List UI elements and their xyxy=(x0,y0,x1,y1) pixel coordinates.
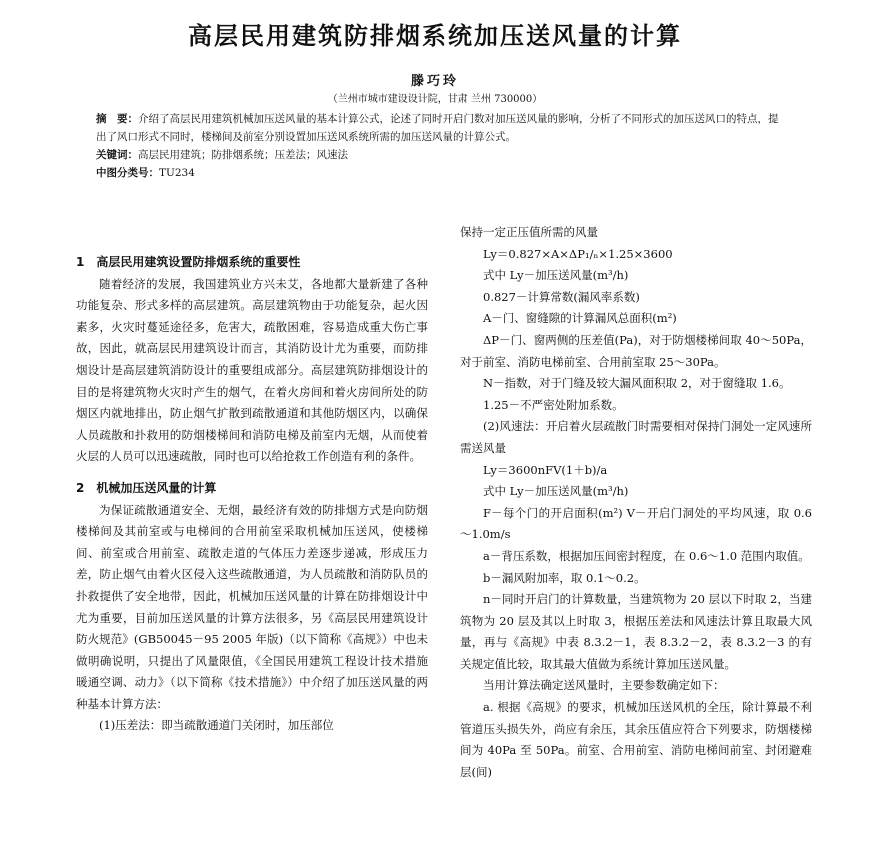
paper-title: 高层民用建筑防排烟系统加压送风量的计算 xyxy=(188,22,682,50)
right-text-13: n－同时开启门的计算数量，当建筑物为 20 层以下时取 2，当建筑物为 20 层及其以上时取 3，根据压差法和风速法计算且取最大风量，再与《高规》中表 8.3.2－1，表 8.3.2－2，表 8.3.2－3 的有关规定值比较，取其最大值做为系统计算加压送风量。 xyxy=(460,592,812,671)
formula-pressure-method: Ly＝0.827×A×ΔP₁/ₙ×1.25×3600 xyxy=(483,246,673,261)
right-text-5: ΔP－门、窗两侧的压差值(Pa)，对于防烟楼梯间取 40～50Pa，对于前室、消防电梯前室、合用前室取 25～30Pa。 xyxy=(460,332,812,369)
section-1-heading: 1 高层民用建筑设置防排烟系统的重要性 xyxy=(76,255,301,269)
author-name: 滕巧玲 xyxy=(410,74,459,89)
right-text-2: 式中 Ly－加压送风量(m³/h) xyxy=(483,268,629,283)
keywords-text: 高层民用建筑；防排烟系统；压差法；风速法 xyxy=(138,149,348,161)
formula-velocity-method: Ly＝3600nFV(1＋b)/a xyxy=(483,462,608,477)
right-text-12: b－漏风附加率，取 0.1～0.2。 xyxy=(483,570,646,585)
right-text-7: 1.25－不严密处附加系数。 xyxy=(483,397,624,412)
right-text-11: a－背压系数，根据加压间密封程度，在 0.6～1.0 范围内取值。 xyxy=(483,548,810,563)
author-affiliation: （兰州市城市建设设计院，甘肃 兰州 730000） xyxy=(327,94,543,105)
right-text-10: F－每个门的开启面积(m²) V－开启门洞处的平均风速，取 0.6～1.0m/s xyxy=(460,505,812,542)
right-text-1: 保持一定正压值所需的风量 xyxy=(460,225,598,239)
abstract-paragraph xyxy=(96,110,786,146)
clc-line xyxy=(96,164,786,182)
spacer xyxy=(76,468,428,478)
right-text-8: (2)风速法：开启着火层疏散门时需要相对保持门洞处一定风速所需送风量 xyxy=(460,419,812,455)
right-text-9: 式中 Ly－加压送风量(m³/h) xyxy=(483,484,629,499)
section-2-heading: 2 机械加压送风量的计算 xyxy=(76,480,217,495)
right-text-6: N－指数，对于门缝及较大漏风面积取 2，对于窗缝取 1.6。 xyxy=(483,376,791,391)
clc-code: TU234 xyxy=(159,167,195,179)
abstract-label: 摘 要： xyxy=(96,113,138,125)
keywords-label: 关键词： xyxy=(96,149,138,161)
clc-label: 中图分类号： xyxy=(96,167,159,179)
right-text-4: A－门、窗缝隙的计算漏风总面积(m²) xyxy=(483,311,677,326)
left-column xyxy=(76,222,428,737)
right-column xyxy=(460,222,812,783)
right-text-15: a. 根据《高规》的要求，机械加压送风机的全压，除计算最不利管道压头损失外，尚应有余压，其余压值应符合下列要求，防烟楼梯间为 40Pa 至 50Pa。前室、合用前室、消防电梯间前室、封闭避难层(间) xyxy=(460,700,812,779)
section-1-paragraph: 随着经济的发展，我国建筑业方兴未艾，各地都大量新建了各种功能复杂、形式多样的高层建筑。高层建筑物由于功能复杂，起火因素多，火灾时蔓延途径多，危害大，疏散困难，容易造成重大伤亡事故，因此，就高层民用建筑设计而言，其消防设计尤为重要，而防排烟设计是高层建筑消防设计的重要组成部分。高层建筑防排烟设计的目的是将建筑物火灾时产生的烟气，在着火房间和着火房间所处的防烟区内就地排出，防止烟气扩散到疏散通道和其他防烟区内，以确保人员疏散和扑救用的防烟楼梯间和消防电梯及前室内无烟，从而使着火层的人员可以迅速疏散，同时也可以给抢救工作创造有利的条件。 xyxy=(76,276,428,464)
spacer xyxy=(76,222,428,252)
keywords-line xyxy=(96,146,786,164)
right-text-14: 当用计算法确定送风量时，主要参数确定如下： xyxy=(483,678,725,693)
section-2-paragraph-2: (1)压差法：即当疏散通道门关闭时，加压部位 xyxy=(99,718,334,733)
section-2-paragraph: 为保证疏散通道安全、无烟，最经济有效的防排烟方式是向防烟楼梯间及其前室或与电梯间的合用前室采取机械加压送风，使楼梯间、前室或合用前室、疏散走道的气体压力差逐步递减，形成压力差，防止烟气由着火区侵入这些疏散通道，为人员疏散和消防队员的扑救提供了安全地带，因此，机械加压送风量的计算在防排烟设计中尤为重要，目前加压送风量的计算方法很多，另《高层民用建筑设计防火规范》(GB50045－95 2005 年版)（以下简称《高规》）中也未做明确说明，只提出了风量限值，《全国民用建筑工程设计技术措施 暖通空调、动力》（以下简称《技术措施》）中介绍了加压送风量的两种基本计算方法： xyxy=(76,502,428,711)
abstract-text: 介绍了高层民用建筑机械加压送风量的基本计算公式，论述了同时开启门数对加压送风量的影响，分析了不同形式的加压送风口的特点，提出了风口形式不同时，楼梯间及前室分别设置加压送风系统所需的加压送风量的计算公式。 xyxy=(96,113,779,143)
right-text-3: 0.827－计算常数(漏风率系数) xyxy=(483,289,640,304)
abstract-block xyxy=(96,110,786,182)
